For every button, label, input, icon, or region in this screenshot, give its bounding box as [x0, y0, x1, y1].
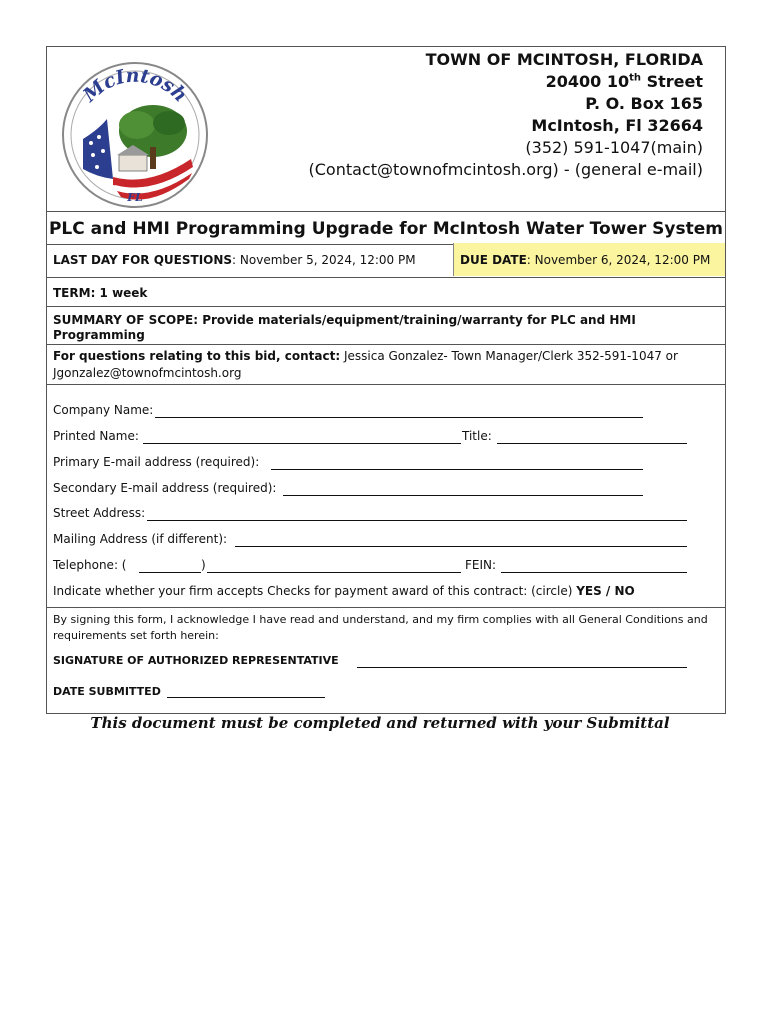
- dates-row: [47, 243, 725, 278]
- town-phone: (352) 591-1047(main): [525, 138, 703, 157]
- mailing-address-label: Mailing Address (if different):: [53, 532, 228, 546]
- scope-line-2: Programming: [53, 328, 145, 342]
- town-address-block: [308, 49, 703, 181]
- contact-label: For questions relating to this bid, contact:: [53, 349, 341, 363]
- town-name: TOWN OF MCINTOSH, FLORIDA: [425, 50, 703, 69]
- contact-value: Jessica Gonzalez- Town Manager/Clerk 352-591-1047 or: [340, 349, 678, 363]
- telephone-field[interactable]: [207, 572, 461, 573]
- acknowledgement: By signing this form, I acknowledge I have read and understand, and my firm complies with all General Conditions and requirements set forth herein:: [47, 607, 725, 644]
- date-submitted-label: DATE SUBMITTED: [53, 685, 161, 698]
- street-number: 20400 10: [545, 72, 630, 91]
- company-name-field[interactable]: [155, 417, 643, 418]
- telephone-close-paren: ): [201, 558, 206, 572]
- area-code-field[interactable]: [139, 572, 201, 573]
- seal-text-bottom: FL: [127, 191, 143, 204]
- questions-value: : November 5, 2024, 12:00 PM: [232, 253, 416, 267]
- primary-email-field[interactable]: [271, 469, 643, 470]
- primary-email-label: Primary E-mail address (required):: [53, 455, 260, 469]
- signature-field[interactable]: [357, 667, 687, 668]
- fein-label: FEIN:: [465, 558, 497, 572]
- secondary-email-field[interactable]: [283, 495, 643, 496]
- footer-note: This document must be completed and returned with your Submittal: [90, 714, 670, 732]
- mailing-address-field[interactable]: [235, 546, 687, 547]
- checks-question: [53, 584, 635, 598]
- header: [47, 47, 725, 211]
- street-address: [308, 71, 703, 93]
- printed-name-label: Printed Name:: [53, 429, 139, 443]
- seal-text-top: McIntosh: [79, 64, 192, 107]
- telephone-label: Telephone: (: [53, 558, 127, 572]
- street-address-field[interactable]: [147, 520, 687, 521]
- bid-title: PLC and HMI Programming Upgrade for McIntosh Water Tower System: [47, 211, 725, 245]
- due-date-value: : November 6, 2024, 12:00 PM: [526, 253, 711, 267]
- street-suffix: th: [629, 72, 642, 84]
- po-box: P. O. Box 165: [585, 94, 703, 113]
- printed-name-field[interactable]: [143, 443, 461, 444]
- title-field[interactable]: [497, 443, 687, 444]
- checks-text: Indicate whether your firm accepts Checks for payment award of this contract: (circle): [53, 584, 577, 598]
- town-seal-logo: [59, 59, 211, 211]
- questions-label: LAST DAY FOR QUESTIONS: [53, 253, 233, 267]
- contact-email: Jgonzalez@townofmcintosh.org: [53, 366, 242, 380]
- street-name: Street: [641, 72, 703, 91]
- last-day-for-questions: [53, 243, 416, 277]
- term: TERM: 1 week: [47, 277, 725, 307]
- due-date-highlight: [453, 243, 725, 276]
- scope-line-1: SUMMARY OF SCOPE: Provide materials/equipment/training/warranty for PLC and HMI: [53, 313, 636, 327]
- signature-label: SIGNATURE OF AUTHORIZED REPRESENTATIVE: [53, 654, 339, 667]
- due-date-label: DUE DATE: [460, 253, 527, 267]
- bid-form: [46, 46, 726, 714]
- street-address-label: Street Address:: [53, 506, 146, 520]
- fein-field[interactable]: [501, 572, 687, 573]
- company-name-label: Company Name:: [53, 403, 154, 417]
- title-label: Title:: [462, 429, 492, 443]
- date-submitted-field[interactable]: [167, 697, 325, 698]
- town-email: (Contact@townofmcintosh.org) - (general e-mail): [308, 160, 703, 179]
- yes-no-options[interactable]: YES / NO: [576, 584, 635, 598]
- city-line: McIntosh, Fl 32664: [531, 116, 703, 135]
- secondary-email-label: Secondary E-mail address (required):: [53, 481, 277, 495]
- contact-info: [47, 345, 725, 385]
- summary-of-scope: [47, 307, 725, 345]
